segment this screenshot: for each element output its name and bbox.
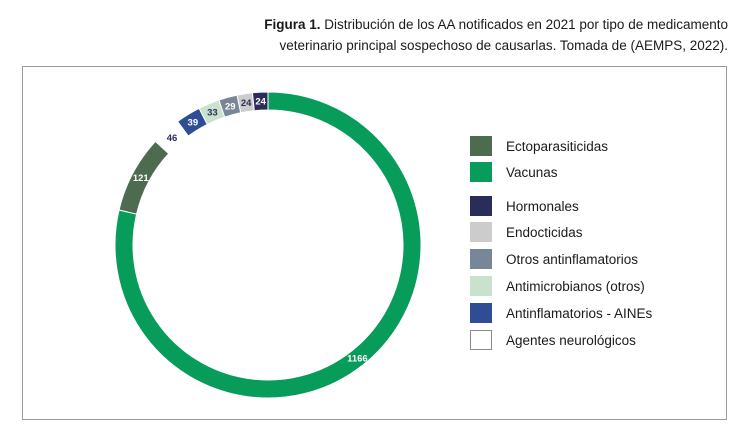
legend-label-antinflamatorios-aines: Antinflamatorios - AINEs: [506, 305, 653, 321]
legend-swatch-vacunas: [470, 162, 492, 182]
legend-label-agentes-neurologicos: Agentes neurológicos: [506, 332, 636, 348]
legend-item-ectoparasiticidas: [470, 136, 608, 156]
legend-item-antinflamatorios-aines: [470, 303, 652, 323]
data-label-ectoparasiticidas: 121: [132, 173, 149, 185]
data-label-hormonales: 24: [255, 96, 266, 108]
legend-item-vacunas: [470, 162, 558, 182]
figure-label: Figura 1.: [264, 17, 321, 32]
data-label-endocticidas: 24: [240, 98, 252, 110]
legend-item-hormonales: [470, 196, 579, 216]
legend-item-antimicrobianos-otros: [470, 276, 645, 296]
legend-label-otros-antinflamatorios: Otros antinflamatorios: [506, 251, 639, 267]
legend-label-endocticidas: Endocticidas: [506, 224, 583, 240]
legend-swatch-antimicrobianos-otros: [470, 276, 492, 296]
data-label-vacunas: 1166: [347, 353, 368, 365]
caption-text-1: Distribución de los AA notificados en 2021 por tipo de medicamento: [324, 17, 728, 32]
legend-swatch-endocticidas: [470, 222, 492, 242]
data-label-antimicrobianos-otros: 33: [207, 107, 218, 119]
legend-swatch-ectoparasiticidas: [470, 136, 492, 156]
legend-swatch-otros-antinflamatorios: [470, 249, 492, 269]
legend-item-endocticidas: [470, 222, 583, 242]
legend-label-ectoparasiticidas: Ectoparasiticidas: [506, 138, 609, 154]
legend-swatch-hormonales: [470, 196, 492, 216]
data-label-agentes-neurologicos: 46: [166, 133, 178, 145]
caption-line-2: veterinario principal sospechoso de causarlas. Tomada de (AEMPS, 2022).: [279, 38, 728, 53]
data-label-otros-antinflamatorios: 29: [224, 101, 236, 113]
legend-swatch-agentes-neurologicos: [470, 330, 492, 350]
legend-label-vacunas: Vacunas: [506, 164, 558, 180]
legend-item-agentes-neurologicos: [470, 330, 636, 350]
data-label-antinflamatorios-aines: 39: [187, 117, 199, 129]
legend-swatch-antinflamatorios-aines: [470, 303, 492, 323]
legend-label-hormonales: Hormonales: [506, 198, 579, 214]
legend-label-antimicrobianos-otros: Antimicrobianos (otros): [506, 278, 645, 294]
legend-item-otros-antinflamatorios: [470, 249, 638, 269]
